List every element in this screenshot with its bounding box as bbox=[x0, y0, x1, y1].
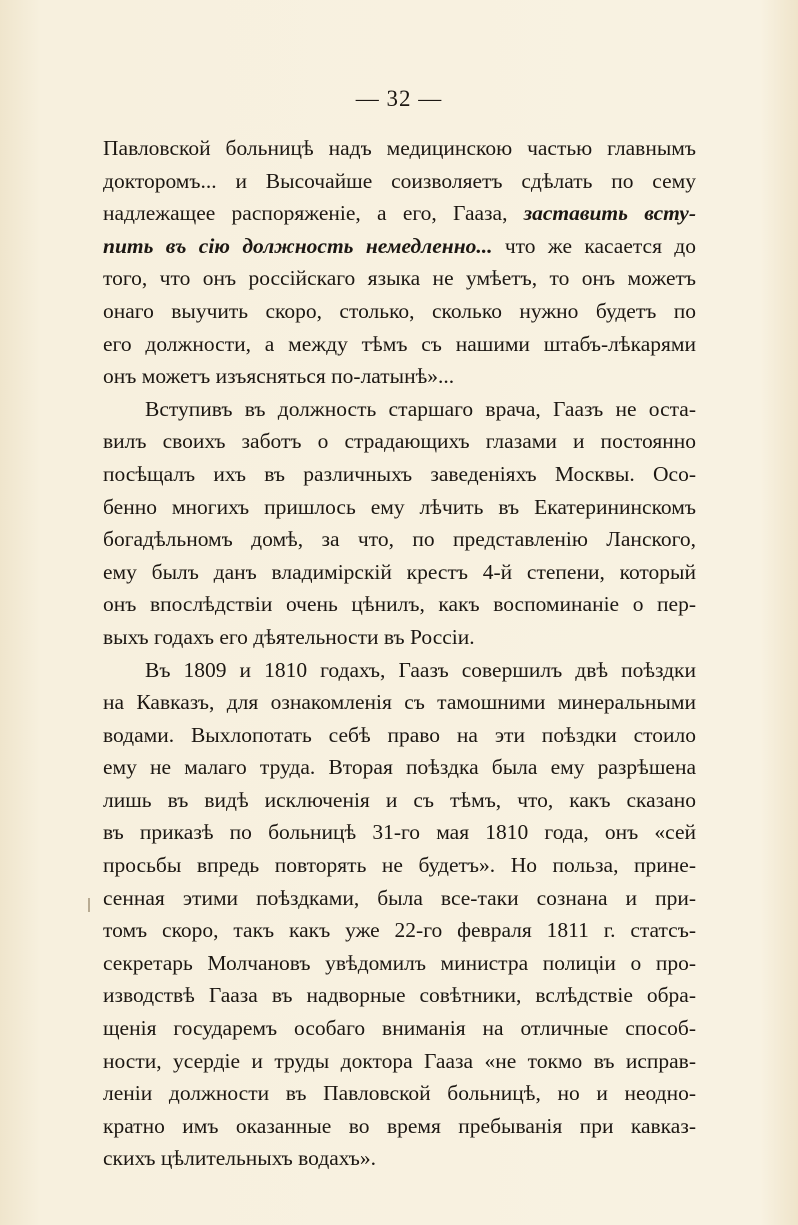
text-segment: надлежащее распоряженіе, а его, Гааза, bbox=[103, 201, 508, 226]
text-line: онаго выучить скоро, столько, сколько нужно будетъ по bbox=[103, 298, 696, 323]
text-line: богадѣльномъ домѣ, за что, по представленію Ланского, bbox=[103, 527, 696, 552]
text-line: Вступивъ въ должность старшаго врача, Гаазъ не оста- bbox=[145, 396, 696, 421]
emphasized-text: заставить всту- bbox=[523, 201, 696, 226]
paragraph-2 bbox=[103, 393, 696, 654]
text-line: ему былъ данъ владимірскій крестъ 4-й степени, который bbox=[103, 559, 696, 584]
text-line: онъ можетъ изъясняться по-латынѣ»... bbox=[103, 364, 455, 389]
text-line: щенія государемъ особаго вниманія на отличные способ- bbox=[103, 1016, 696, 1041]
text-line: его должности, а между тѣмъ съ нашими штабъ-лѣкарями bbox=[103, 331, 696, 356]
text-line: просьбы впредь повторять не будетъ». Но польза, прине- bbox=[103, 853, 696, 878]
text-segment: что же касается до bbox=[504, 233, 696, 258]
text-line: ему не малаго труда. Вторая поѣздка была ему разрѣшена bbox=[103, 755, 696, 780]
text-line: бенно многихъ пришлось ему лѣчить въ Екатерининскомъ bbox=[103, 494, 696, 519]
text-line: ности, усердіе и труды доктора Гааза «не токмо въ исправ- bbox=[103, 1048, 696, 1073]
text-line: вилъ своихъ заботъ о страдающихъ глазами и постоянно bbox=[103, 429, 696, 454]
page-number: — 32 — bbox=[355, 86, 443, 111]
text-line: изводствѣ Гааза въ надворные совѣтники, вслѣдствіе обра- bbox=[103, 983, 696, 1008]
paragraph-3 bbox=[103, 654, 696, 1176]
text-line: того, что онъ россійскаго языка не умѣетъ, то онъ можетъ bbox=[103, 266, 696, 291]
text-line: въ приказѣ по больницѣ 31-го мая 1810 года, онъ «сей bbox=[103, 820, 696, 845]
text-line: секретарь Молчановъ увѣдомилъ министра полиціи о про- bbox=[103, 950, 696, 975]
margin-mark bbox=[88, 898, 90, 912]
text-line: леніи должности въ Павловской больницѣ, но и неодно- bbox=[103, 1081, 696, 1106]
text-line: докторомъ... и Высочайше соизволяетъ сдѣлать по сему bbox=[103, 168, 696, 193]
text-line: сенная этими поѣздками, была все-таки сознана и при- bbox=[103, 885, 696, 910]
text-line bbox=[103, 197, 696, 230]
text-line: на Кавказъ, для ознакомленія съ тамошними минеральными bbox=[103, 690, 696, 715]
text-body bbox=[103, 132, 696, 1175]
text-line: томъ скоро, такъ какъ уже 22-го февраля 1811 г. статсъ- bbox=[103, 918, 696, 943]
text-line: Павловской больницѣ надъ медицинскою частью главнымъ bbox=[103, 136, 696, 160]
text-line: выхъ годахъ его дѣятельности въ Россіи. bbox=[103, 624, 475, 649]
text-line: скихъ цѣлительныхъ водахъ». bbox=[103, 1146, 376, 1171]
text-line: посѣщалъ ихъ въ различныхъ заведеніяхъ Москвы. Осо- bbox=[103, 461, 696, 486]
text-line: онъ впослѣдствіи очень цѣнилъ, какъ воспоминаніе о пер- bbox=[103, 592, 696, 617]
paragraph-1 bbox=[103, 132, 696, 393]
emphasized-text: пить въ сію должность немедленно... bbox=[103, 233, 493, 258]
text-line: водами. Выхлопотать себѣ право на эти поѣздки стоило bbox=[103, 722, 696, 747]
text-line bbox=[103, 230, 696, 263]
text-line: кратно имъ оказанные во время пребыванія при кавказ- bbox=[103, 1113, 696, 1138]
text-line: Въ 1809 и 1810 годахъ, Гаазъ совершилъ двѣ поѣздки bbox=[145, 657, 696, 682]
text-line: лишь въ видѣ исключенія и съ тѣмъ, что, какъ сказано bbox=[103, 787, 696, 812]
